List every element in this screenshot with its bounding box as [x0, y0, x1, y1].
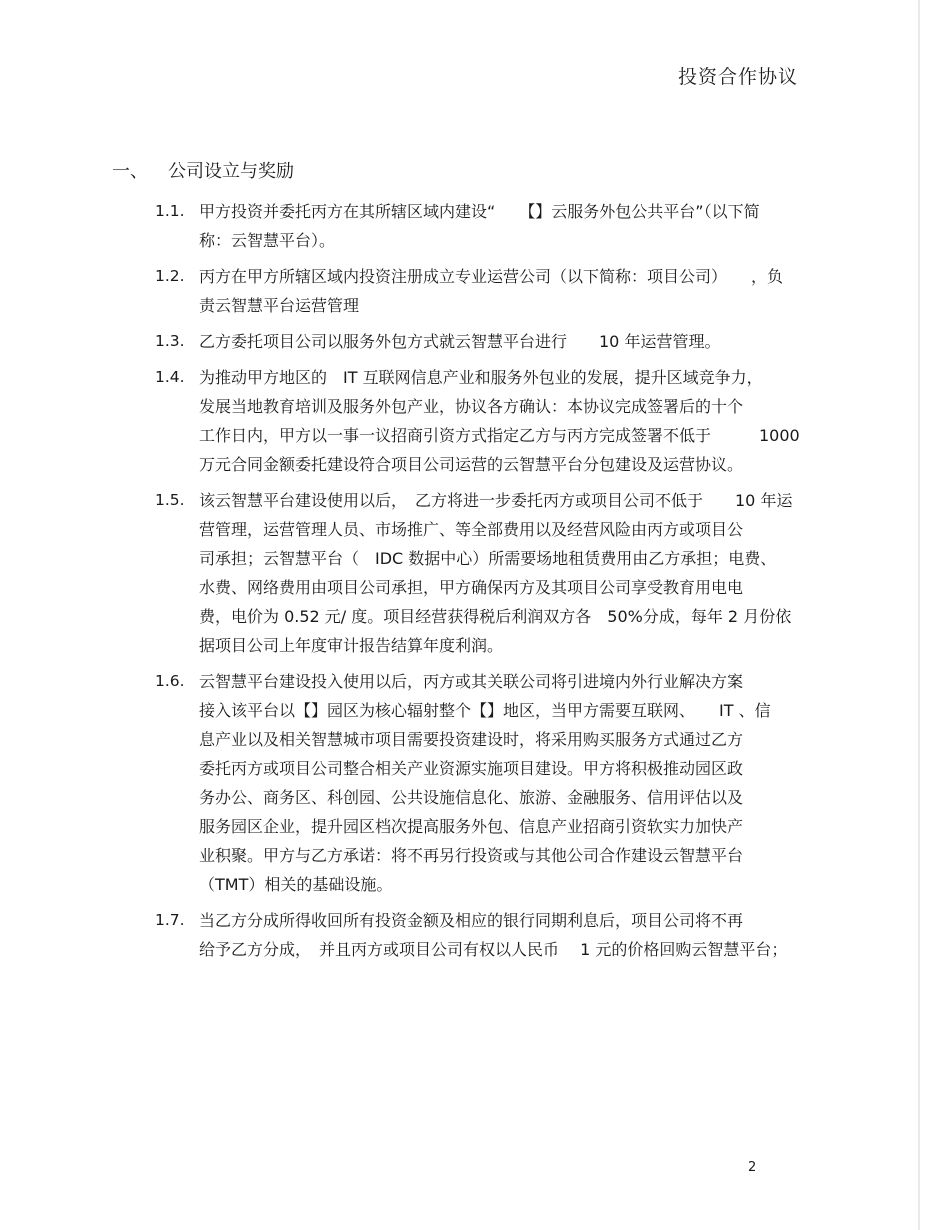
clause-number: 1.4.: [155, 368, 185, 386]
clause-text: [199, 667, 839, 899]
clause-text: [199, 197, 839, 255]
clause-line: 营管理，运营管理人员、市场推广、等全部费用以及经营风险由丙方或项目公: [199, 520, 744, 539]
clause-line: 据项目公司上年度审计报告结算年度利润。: [199, 636, 504, 655]
clause-number: 1.6.: [155, 672, 185, 690]
clause-line: 接入该平台以【】园区为核心辐射整个【】地区，当甲方需要互联网、 IT 、信: [199, 701, 771, 720]
clause-line: 万元合同金额委托建设符合项目公司运营的云智慧平台分包建设及运营协议。: [199, 455, 744, 474]
clause-line: 息产业以及相关智慧城市项目需要投资建设时，将采用购买服务方式通过乙方: [199, 730, 744, 749]
clause-item: [155, 363, 845, 479]
clause-line: 乙方委托项目公司以服务外包方式就云智慧平台进行 10 年运营管理。: [199, 332, 721, 351]
clause-line: 称：云智慧平台）。: [199, 231, 336, 250]
clause-line: 云智慧平台建设投入使用以后，丙方或其关联公司将引进境内外行业解决方案: [199, 672, 744, 691]
clause-line: 业积聚。甲方与乙方承诺：将不再另行投资或与其他公司合作建设云智慧平台: [199, 846, 744, 865]
clause-line: 发展当地教育培训及服务外包产业，协议各方确认：本协议完成签署后的十个: [199, 397, 744, 416]
clause-line: 司承担；云智慧平台（ IDC 数据中心）所需要场地租赁费用由乙方承担；电费、: [199, 549, 777, 568]
clause-line: 务办公、商务区、科创园、公共设施信息化、旅游、金融服务、信用评估以及: [199, 788, 744, 807]
section-heading: [112, 157, 294, 183]
clause-line: 委托丙方或项目公司整合相关产业资源实施项目建设。甲方将积极推动园区政: [199, 759, 744, 778]
clause-item: [155, 197, 845, 255]
clause-text: [199, 327, 839, 356]
clause-number: 1.2.: [155, 267, 185, 285]
clause-line: 给予乙方分成， 并且丙方或项目公司有权以人民币 1 元的价格回购云智慧平台；: [199, 940, 788, 959]
clause-line: 甲方投资并委托丙方在其所辖区域内建设“ 【】云服务外包公共平台”（以下简: [199, 202, 760, 221]
section-number: 一、: [112, 161, 148, 182]
clause-item: [155, 327, 845, 356]
clause-item: [155, 486, 845, 660]
clause-number: 1.7.: [155, 911, 185, 929]
clause-line: 该云智慧平台建设使用以后， 乙方将进一步委托丙方或项目公司不低于 10 年运: [199, 491, 793, 510]
clause-line: 水费、网络费用由项目公司承担，甲方确保丙方及其项目公司享受教育用电电: [199, 578, 744, 597]
clause-line: 丙方在甲方所辖区域内投资注册成立专业运营公司（以下简称：项目公司） ，负: [199, 267, 784, 286]
clause-line: 责云智慧平台运营管理: [199, 296, 360, 315]
clause-item: [155, 906, 845, 964]
clause-number: 1.3.: [155, 332, 185, 350]
clause-line: 工作日内，甲方以一事一议招商引资方式指定乙方与丙方完成签署不低于 1000: [199, 426, 800, 445]
page-edge-divider: [918, 0, 920, 1230]
clause-text: [199, 363, 839, 479]
clause-item: [155, 667, 845, 899]
clause-text: [199, 486, 839, 660]
clause-line: 当乙方分成所得收回所有投资金额及相应的银行同期利息后，项目公司将不再: [199, 911, 744, 930]
clause-text: [199, 906, 839, 964]
clause-number: 1.1.: [155, 202, 185, 220]
document-header-title: 投资合作协议: [677, 66, 798, 88]
clause-item: [155, 262, 845, 320]
section-title: 公司设立与奖励: [168, 161, 294, 182]
clause-list: [155, 197, 845, 971]
clause-line: 服务园区企业，提升园区档次提高服务外包、信息产业招商引资软实力加快产: [199, 817, 744, 836]
clause-number: 1.5.: [155, 491, 185, 509]
clause-line: 为推动甲方地区的 IT 互联网信息产业和服务外包业的发展，提升区域竞争力，: [199, 368, 763, 387]
clause-line: 费，电价为 0.52 元/ 度。项目经营获得税后利润双方各 50%分成，每年 2 月份依: [199, 607, 792, 626]
page-number: 2: [748, 1160, 757, 1175]
clause-line: （TMT）相关的基础设施。: [199, 875, 393, 894]
clause-text: [199, 262, 839, 320]
